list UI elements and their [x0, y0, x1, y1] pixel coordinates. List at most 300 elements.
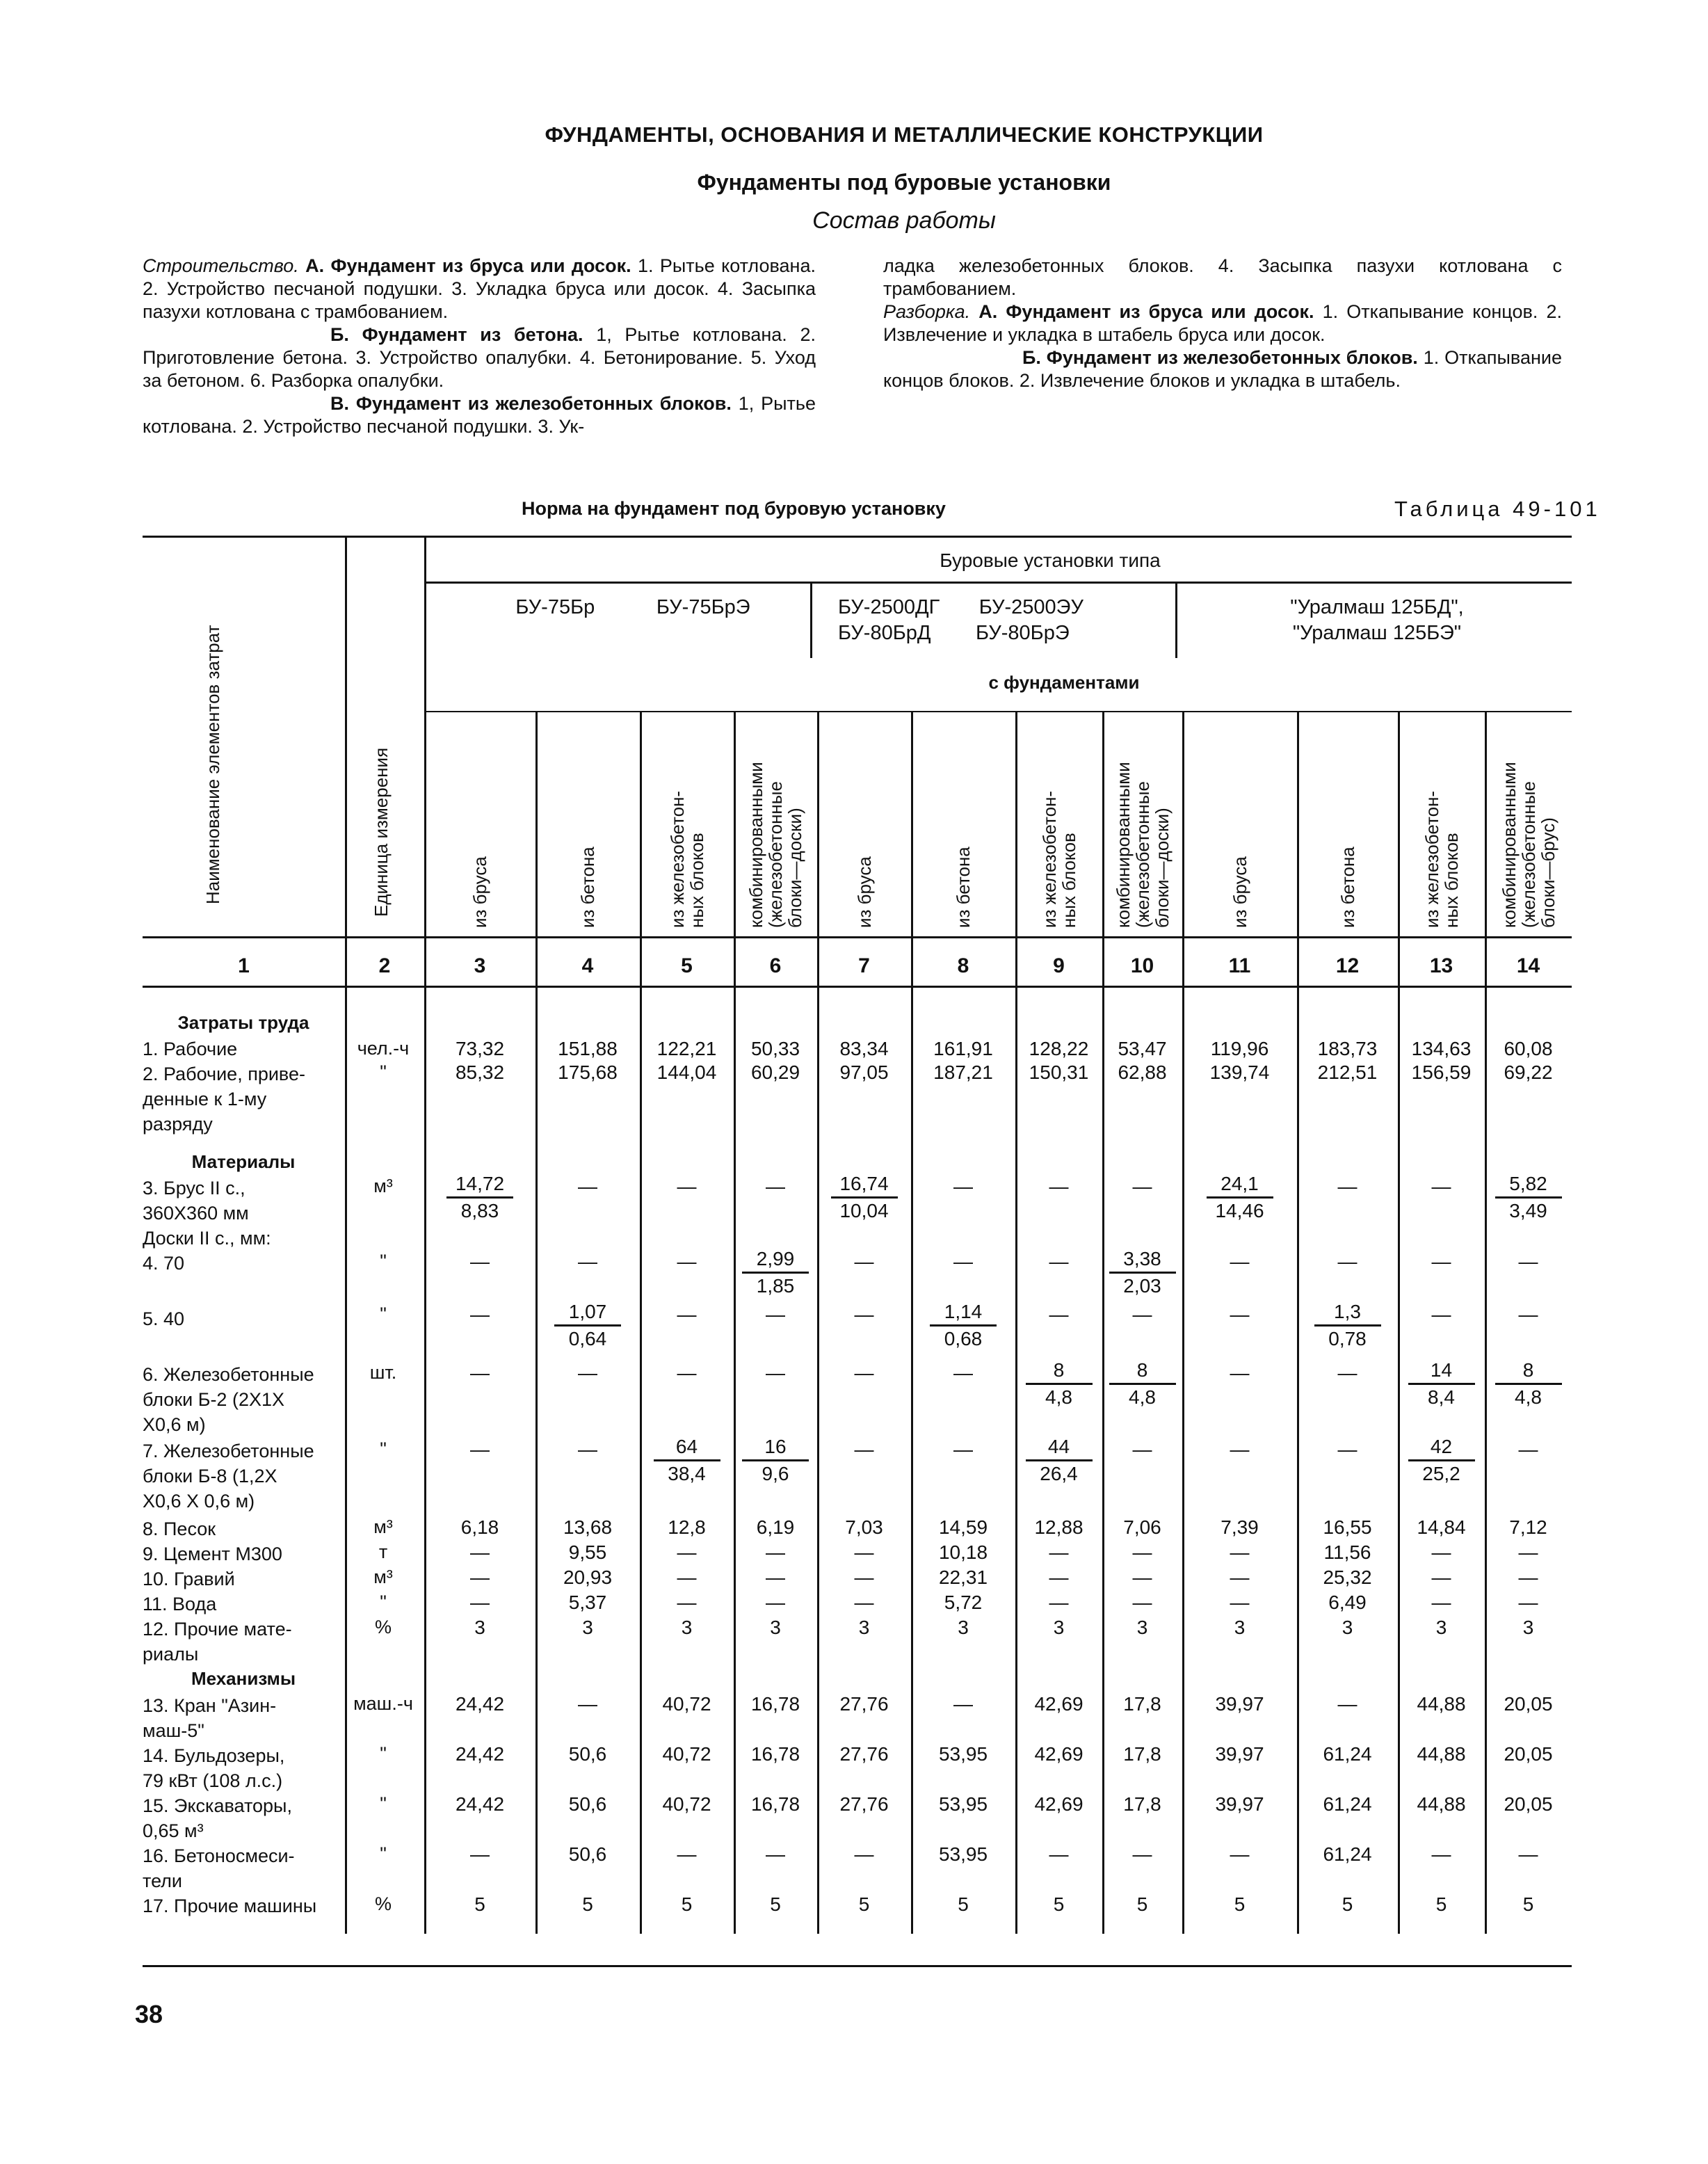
value-cell: —: [953, 1438, 973, 1460]
fraction-denominator: 14,46: [1215, 1200, 1264, 1221]
row-unit: м³: [373, 1516, 393, 1537]
value-cell: 27,76: [839, 1693, 889, 1715]
value-cell: —: [766, 1176, 785, 1197]
row-label: 12. Прочие мате- риалы: [143, 1619, 292, 1665]
table-caption: Норма на фундамент под буровую установку: [522, 498, 946, 519]
value-cell: 5: [958, 1893, 969, 1915]
column-number: 5: [681, 954, 693, 977]
value-cell: 5: [1234, 1893, 1246, 1915]
subcolumn-header-13: [1422, 791, 1461, 928]
subcolumn-header-line: из бруса: [853, 856, 875, 928]
fraction-denominator: 0,64: [568, 1328, 607, 1349]
row-unit: ": [380, 1743, 387, 1764]
value-cell: 6,19: [756, 1516, 795, 1538]
value-cell: —: [1230, 1362, 1250, 1384]
fraction-denominator: 4,8: [1045, 1386, 1072, 1408]
row-unit: ": [380, 1592, 387, 1612]
subcolumn-header-line: (железобетонные: [1131, 781, 1153, 928]
value-cell: —: [1049, 1541, 1069, 1563]
value-cell: 3: [1342, 1617, 1353, 1638]
category-machines: Механизмы: [191, 1668, 296, 1689]
row-unit: %: [374, 1893, 392, 1914]
fraction-numerator: 2,99: [742, 1247, 809, 1274]
value-cell: —: [854, 1438, 874, 1460]
value-cell: —: [677, 1566, 697, 1588]
category-labor: Затраты труда: [177, 1012, 309, 1033]
value-cell: —: [1337, 1362, 1357, 1384]
value-cell: 53,95: [938, 1843, 988, 1865]
subcolumn-header-line: из бруса: [1229, 856, 1250, 928]
subcolumn-header-8: [953, 847, 973, 928]
column-number: 14: [1516, 954, 1540, 977]
desc-dismantle-a-title: А. Фундамент из бруса или досок.: [978, 301, 1314, 322]
desc-dismantle-a-text: 1. Откапывание концов. 2. Извлечение и укладка в штабель бруса или досок.: [883, 301, 1562, 345]
value-cell: —: [1132, 1541, 1152, 1563]
value-cell: —: [766, 1362, 785, 1384]
value-cell: 83,34: [839, 1038, 889, 1059]
subcolumn-header-line: из бетона: [1337, 847, 1358, 928]
subcolumn-header-line: комбинированными: [1498, 762, 1520, 928]
value-cell: 5: [582, 1893, 593, 1915]
value-cell: —: [953, 1176, 973, 1197]
value-cell: 97,05: [839, 1061, 889, 1083]
column-number: 3: [474, 954, 486, 977]
row-label: 1. Рабочие: [143, 1039, 238, 1059]
value-cell: —: [1431, 1176, 1451, 1197]
value-cell: —: [578, 1176, 597, 1197]
desc-dismantle-intro: Разборка.: [883, 301, 971, 322]
fraction-denominator: 0,68: [944, 1328, 983, 1349]
value-cell: 3: [681, 1617, 693, 1638]
subcolumn-header-10: [1113, 762, 1172, 928]
rig-bu80brd: БУ-80БрД: [838, 622, 931, 644]
value-cell: —: [854, 1843, 874, 1865]
fraction-cell: [1026, 1358, 1093, 1410]
row-unit: маш.-ч: [353, 1693, 413, 1714]
desc-a-text: 1. Рытье котлована. 2. Устройство песчаной подушки. 3. Укладка бруса или досок. 4. Засыпка пазухи котлована с трамбованием.: [143, 255, 816, 322]
value-cell: —: [1132, 1592, 1152, 1613]
value-cell: —: [1132, 1176, 1152, 1197]
value-cell: 40,72: [662, 1743, 711, 1765]
desc-cont: ладка железобетонных блоков. 4. Засыпка пазухи котлована с трамбованием.: [883, 255, 1562, 299]
value-cell: 60,08: [1504, 1038, 1553, 1059]
group-header-1: [445, 595, 821, 620]
row-label: 15. Экскаваторы, 0,65 м³: [143, 1795, 292, 1841]
desc-v-text: 1, Рытье котлована. 2. Устройство песчаной подушки. 3. Ук-: [143, 393, 816, 437]
row-label: 10. Гравий: [143, 1569, 235, 1589]
subcolumn-header-line: из железобетон-: [666, 790, 688, 928]
subcolumn-header-line: из бетона: [577, 847, 598, 928]
value-cell: —: [1337, 1176, 1357, 1197]
value-cell: —: [953, 1693, 973, 1715]
value-cell: —: [470, 1566, 490, 1588]
value-cell: 139,74: [1209, 1061, 1270, 1083]
fraction-numerator: 14,72: [446, 1171, 513, 1199]
value-cell: 3: [1136, 1617, 1148, 1638]
row-unit: ": [380, 1061, 387, 1082]
value-cell: —: [1431, 1251, 1451, 1272]
column-number: 12: [1335, 954, 1360, 977]
fraction-numerator: 8: [1026, 1358, 1093, 1385]
group-header-2: [838, 595, 1186, 646]
subcolumn-header-line: ных блоков: [1058, 833, 1079, 928]
value-cell: —: [1132, 1566, 1152, 1588]
row-label: 5. 40: [143, 1308, 185, 1329]
section-title: Состав работы: [812, 207, 996, 234]
value-cell: —: [1431, 1541, 1451, 1563]
value-cell: 17,8: [1123, 1793, 1161, 1815]
row-unit: ": [380, 1843, 387, 1864]
fraction-cell: [1408, 1434, 1475, 1486]
row-unit: ": [380, 1251, 387, 1272]
row-unit: т: [378, 1541, 388, 1562]
value-cell: —: [470, 1304, 490, 1325]
value-cell: 156,59: [1411, 1061, 1472, 1083]
value-cell: 13,68: [563, 1516, 613, 1538]
row-unit: ": [380, 1438, 387, 1459]
value-cell: 50,6: [568, 1793, 607, 1815]
value-cell: 42,69: [1034, 1693, 1083, 1715]
value-cell: 17,8: [1123, 1743, 1161, 1765]
fraction-denominator: 8,83: [460, 1200, 499, 1221]
value-cell: —: [677, 1541, 697, 1563]
value-cell: 44,88: [1417, 1743, 1466, 1765]
fraction-numerator: 44: [1026, 1434, 1093, 1461]
value-cell: —: [766, 1566, 785, 1588]
value-cell: —: [1431, 1566, 1451, 1588]
fraction-cell: [1408, 1358, 1475, 1410]
subcolumn-header-line: (железобетонные: [765, 781, 786, 928]
fraction-numerator: 1,07: [554, 1299, 621, 1327]
column-number: 4: [581, 954, 594, 977]
value-cell: 3: [582, 1617, 593, 1638]
fraction-numerator: 16,74: [831, 1171, 898, 1199]
value-cell: 3: [1234, 1617, 1246, 1638]
column-number: 1: [238, 954, 250, 977]
value-cell: —: [677, 1843, 697, 1865]
value-cell: —: [578, 1251, 597, 1272]
value-cell: —: [470, 1592, 490, 1613]
fraction-denominator: 25,2: [1422, 1463, 1460, 1484]
value-cell: 5: [770, 1893, 781, 1915]
row-label: 16. Бетоносмеси- тели: [143, 1845, 295, 1891]
value-cell: 85,32: [455, 1061, 505, 1083]
value-cell: —: [854, 1304, 874, 1325]
column-number: 7: [858, 954, 870, 977]
value-cell: 5,37: [568, 1592, 607, 1613]
value-cell: —: [1518, 1592, 1538, 1613]
value-cell: 20,05: [1504, 1793, 1553, 1815]
value-cell: 61,24: [1323, 1793, 1372, 1815]
desc-intro: Строительство.: [143, 255, 299, 276]
value-cell: —: [953, 1362, 973, 1384]
value-cell: —: [677, 1362, 697, 1384]
header-drilling-rigs: Буровые установки типа: [940, 550, 1161, 571]
value-cell: 3: [474, 1617, 485, 1638]
value-cell: —: [1132, 1438, 1152, 1460]
subcolumn-header-line: комбинированными: [1112, 762, 1134, 928]
value-cell: 7,12: [1509, 1516, 1547, 1538]
row-label: 13. Кран "Азин- маш-5": [143, 1695, 277, 1741]
fraction-cell: [831, 1171, 898, 1224]
value-cell: —: [1230, 1304, 1250, 1325]
value-cell: —: [1230, 1251, 1250, 1272]
value-cell: 27,76: [839, 1743, 889, 1765]
value-cell: —: [953, 1251, 973, 1272]
fraction-numerator: 5,82: [1495, 1171, 1562, 1199]
value-cell: 11,56: [1323, 1541, 1371, 1563]
fraction-cell: [930, 1299, 997, 1352]
value-cell: 16,78: [750, 1793, 800, 1815]
value-cell: 39,97: [1215, 1793, 1264, 1815]
work-description-left: [143, 255, 816, 438]
value-cell: 119,96: [1210, 1038, 1269, 1059]
fraction-numerator: 1,3: [1314, 1299, 1381, 1327]
value-cell: —: [1230, 1541, 1250, 1563]
subcolumn-header-line: из бруса: [469, 856, 490, 928]
fraction-numerator: 64: [654, 1434, 720, 1461]
subcolumn-header-line: ных блоков: [686, 833, 707, 928]
subcolumn-header-line: из железобетон-: [1421, 790, 1442, 928]
value-cell: 61,24: [1323, 1743, 1372, 1765]
subcolumn-header-12: [1338, 847, 1357, 928]
value-cell: 61,24: [1323, 1843, 1372, 1865]
column-number: 11: [1228, 954, 1251, 977]
row-label: 3. Брус II с., 360Х360 мм: [143, 1178, 249, 1224]
value-cell: 14,59: [938, 1516, 988, 1538]
subcolumn-header-line: блоки—доски): [1151, 808, 1173, 928]
value-cell: 5: [681, 1893, 693, 1915]
value-cell: 16,78: [750, 1743, 800, 1765]
fraction-cell: [554, 1299, 621, 1352]
rig-uralmash-125bd: "Уралмаш 125БД",: [1290, 596, 1464, 618]
value-cell: —: [1049, 1251, 1069, 1272]
page-title: ФУНДАМЕНТЫ, ОСНОВАНИЯ И МЕТАЛЛИЧЕСКИЕ КОНСТРУКЦИИ: [545, 122, 1264, 147]
subcolumn-header-line: ных блоков: [1440, 833, 1462, 928]
header-with-foundations: с фундаментами: [988, 672, 1140, 693]
subcolumn-header-5: [668, 791, 707, 928]
value-cell: —: [1230, 1843, 1250, 1865]
fraction-denominator: 4,8: [1129, 1386, 1156, 1408]
subcolumn-header-line: блоки—брус): [1537, 817, 1558, 928]
value-cell: 42,69: [1034, 1743, 1083, 1765]
subcolumn-header-4: [578, 847, 597, 928]
fraction-denominator: 0,78: [1328, 1328, 1367, 1349]
desc-b-title: Б. Фундамент из бетона.: [330, 324, 583, 345]
value-cell: 12,8: [668, 1516, 706, 1538]
value-cell: —: [470, 1438, 490, 1460]
subcolumn-header-line: комбинированными: [746, 762, 766, 928]
subcolumn-header-line: из железобетон-: [1038, 790, 1060, 928]
value-cell: —: [1049, 1592, 1069, 1613]
value-cell: —: [766, 1304, 785, 1325]
value-cell: —: [1132, 1304, 1152, 1325]
header-unit: Единица измерения: [371, 747, 392, 917]
rig-bu2500dg: БУ-2500ДГ: [838, 596, 940, 618]
value-cell: 7,03: [845, 1516, 883, 1538]
column-number: 13: [1429, 954, 1453, 977]
column-number: 8: [957, 954, 969, 977]
row-label: 14. Бульдозеры, 79 кВт (108 л.с.): [143, 1745, 285, 1791]
fraction-denominator: 4,8: [1515, 1386, 1542, 1408]
fraction-numerator: 14: [1408, 1358, 1475, 1385]
value-cell: 9,55: [568, 1541, 607, 1563]
fraction-cell: [1314, 1299, 1381, 1352]
group-header-3: [1182, 595, 1572, 646]
value-cell: 16,78: [750, 1693, 800, 1715]
category-materials: Материалы: [191, 1151, 296, 1172]
value-cell: 73,32: [455, 1038, 505, 1059]
subcolumn-header-line: блоки—доски): [784, 808, 805, 928]
fraction-numerator: 8: [1109, 1358, 1176, 1385]
rig-bu75bre: БУ-75БрЭ: [656, 596, 750, 618]
value-cell: 44,88: [1417, 1793, 1466, 1815]
value-cell: 5: [1342, 1893, 1353, 1915]
value-cell: 3: [958, 1617, 969, 1638]
value-cell: 27,76: [839, 1793, 889, 1815]
value-cell: 40,72: [662, 1793, 711, 1815]
subcolumn-header-line: из бетона: [953, 847, 974, 928]
row-label: 11. Вода: [143, 1594, 217, 1614]
value-cell: 122,21: [656, 1038, 717, 1059]
value-cell: —: [854, 1362, 874, 1384]
value-cell: 3: [1435, 1617, 1447, 1638]
value-cell: —: [1337, 1251, 1357, 1272]
value-cell: —: [1431, 1843, 1451, 1865]
fraction-cell: [654, 1434, 720, 1486]
value-cell: 50,6: [568, 1843, 607, 1865]
value-cell: 24,42: [455, 1743, 505, 1765]
value-cell: 60,29: [750, 1061, 800, 1083]
value-cell: —: [1518, 1566, 1538, 1588]
value-cell: 187,21: [933, 1061, 993, 1083]
subcolumn-header-14: [1499, 762, 1558, 928]
value-cell: 150,31: [1029, 1061, 1089, 1083]
column-divider: [345, 536, 347, 1934]
value-cell: 53,47: [1118, 1038, 1167, 1059]
row-label: 6. Железобетонные блоки Б-2 (2Х1Х Х0,6 м): [143, 1364, 314, 1435]
row-unit: ": [380, 1304, 387, 1324]
value-cell: 3: [1522, 1617, 1534, 1638]
table-rule: [143, 936, 1572, 938]
value-cell: —: [1518, 1843, 1538, 1865]
value-cell: —: [470, 1541, 490, 1563]
row-unit: чел.-ч: [357, 1038, 410, 1059]
value-cell: —: [1518, 1541, 1538, 1563]
fraction-numerator: 3,38: [1109, 1247, 1176, 1274]
subcolumn-header-line: (железобетонные: [1517, 781, 1539, 928]
fraction-denominator: 2,03: [1123, 1275, 1161, 1297]
value-cell: —: [578, 1693, 597, 1715]
value-cell: —: [1431, 1304, 1451, 1325]
row-label: 17. Прочие машины: [143, 1895, 317, 1916]
rig-uralmash-125be: "Уралмаш 125БЭ": [1292, 622, 1462, 644]
bottom-rule: [143, 1965, 1572, 1967]
rig-bu80bre: БУ-80БрЭ: [975, 622, 1070, 644]
value-cell: 20,93: [563, 1566, 613, 1588]
value-cell: 5: [858, 1893, 870, 1915]
fraction-denominator: 8,4: [1428, 1386, 1455, 1408]
value-cell: 212,51: [1317, 1061, 1378, 1083]
table-rule: [143, 986, 1572, 988]
value-cell: —: [1230, 1592, 1250, 1613]
value-cell: —: [854, 1592, 874, 1613]
work-description-right: [883, 255, 1562, 392]
value-cell: 16,55: [1323, 1516, 1372, 1538]
value-cell: 144,04: [656, 1061, 717, 1083]
value-cell: —: [1337, 1438, 1357, 1460]
fraction-numerator: 42: [1408, 1434, 1475, 1461]
row-label: 2. Рабочие, приве- денные к 1-му разряду: [143, 1064, 305, 1135]
value-cell: —: [470, 1362, 490, 1384]
value-cell: 53,95: [938, 1743, 988, 1765]
row-unit: %: [374, 1617, 392, 1637]
value-cell: —: [1518, 1438, 1538, 1460]
value-cell: 24,42: [455, 1693, 505, 1715]
value-cell: —: [854, 1566, 874, 1588]
fraction-cell: [446, 1171, 513, 1224]
value-cell: 128,22: [1029, 1038, 1089, 1059]
value-cell: —: [1518, 1251, 1538, 1272]
value-cell: 39,97: [1215, 1693, 1264, 1715]
row-label: 7. Железобетонные блоки Б-8 (1,2Х Х0,6 Х 0,6 м): [143, 1441, 314, 1512]
fraction-numerator: 16: [742, 1434, 809, 1461]
value-cell: 3: [1053, 1617, 1065, 1638]
subcolumn-header-11: [1230, 856, 1250, 928]
value-cell: 134,63: [1411, 1038, 1472, 1059]
fraction-denominator: 38,4: [668, 1463, 706, 1484]
rig-bu75br: БУ-75Бр: [515, 596, 595, 618]
value-cell: —: [1049, 1304, 1069, 1325]
fraction-denominator: 26,4: [1040, 1463, 1078, 1484]
value-cell: —: [470, 1251, 490, 1272]
table-rule: [424, 582, 1572, 584]
page-subtitle: Фундаменты под буровые установки: [697, 170, 1111, 195]
value-cell: 44,88: [1417, 1693, 1466, 1715]
value-cell: 10,18: [938, 1541, 988, 1563]
fraction-cell: [742, 1247, 809, 1299]
subcolumn-header-6: [746, 762, 805, 928]
header-element-name: Наименование элементов затрат: [202, 625, 223, 904]
value-cell: —: [766, 1592, 785, 1613]
value-cell: —: [470, 1843, 490, 1865]
value-cell: 5,72: [944, 1592, 983, 1613]
row-label: Доски II с., мм:: [143, 1228, 271, 1249]
desc-dismantle-b-text: 1. Откапывание концов блоков. 2. Извлечение блоков и укладка в штабель.: [883, 347, 1562, 391]
value-cell: 7,06: [1123, 1516, 1161, 1538]
value-cell: —: [1049, 1566, 1069, 1588]
row-label: 8. Песок: [143, 1518, 216, 1539]
value-cell: 12,88: [1034, 1516, 1083, 1538]
row-unit: ": [380, 1793, 387, 1814]
value-cell: —: [1132, 1843, 1152, 1865]
table-number: Таблица 49-101: [1394, 497, 1601, 521]
column-number: 6: [769, 954, 782, 977]
value-cell: —: [1049, 1176, 1069, 1197]
value-cell: 20,05: [1504, 1693, 1553, 1715]
value-cell: 25,32: [1323, 1566, 1372, 1588]
column-number: 10: [1130, 954, 1154, 977]
fraction-numerator: 1,14: [930, 1299, 997, 1327]
fraction-cell: [1109, 1358, 1176, 1410]
value-cell: 5: [1136, 1893, 1148, 1915]
value-cell: —: [766, 1541, 785, 1563]
value-cell: 183,73: [1317, 1038, 1378, 1059]
value-cell: 14,84: [1417, 1516, 1466, 1538]
value-cell: 6,18: [460, 1516, 499, 1538]
value-cell: 69,22: [1504, 1061, 1553, 1083]
value-cell: 3: [858, 1617, 870, 1638]
